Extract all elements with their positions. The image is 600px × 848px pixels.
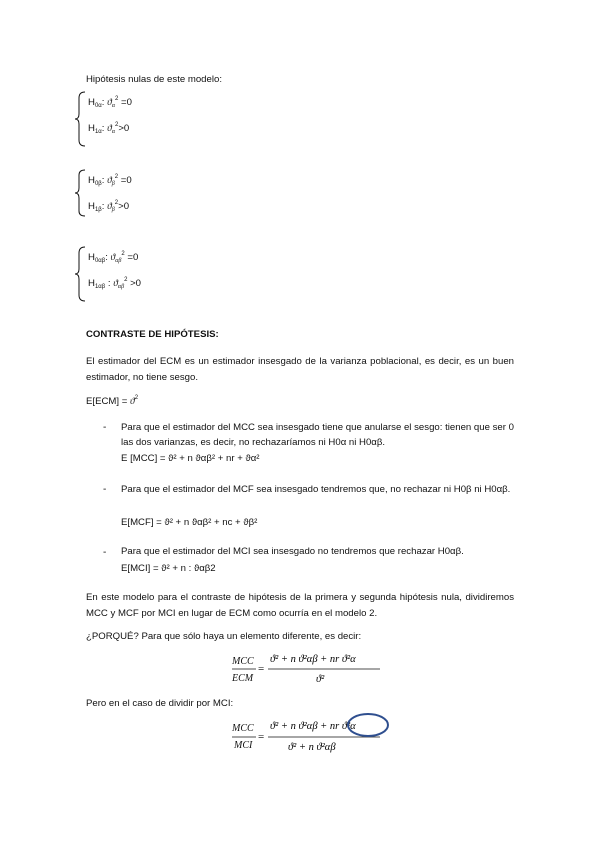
section-title: CONTRASTE DE HIPÓTESIS: xyxy=(86,329,219,340)
bullet-dash-2: - xyxy=(103,484,107,495)
hyp-h1-beta: $H_{1\beta}$: $ϑ_\beta^2>0$ xyxy=(88,200,130,213)
fraction2-formula xyxy=(230,712,400,758)
hyp-h1-alpha: $H_{1\alpha}$: $ϑ_\alpha^2>0$ xyxy=(88,122,130,135)
svg-text:=: = xyxy=(258,731,265,743)
fraction1-numerator: MCC xyxy=(232,656,254,667)
paragraph-ecm: El estimador del ECM es un estimador insesgado de la varianza poblacional, es decir, es un buen estimador, no tiene sesgo. xyxy=(86,356,514,383)
ecm-equation: $E[ECM] = ϑ^2$ xyxy=(86,395,139,407)
hyp-h0-alpha: $H_{0\alpha}$: $ϑ_\alpha^2 =0$ xyxy=(88,96,132,109)
hyp-h0-alphabeta: $H_{0\alpha\beta}$: $ϑ_{\alpha\beta}^2 =0$ xyxy=(88,251,139,264)
svg-text:ϑ² + n ϑ²αβ + nr ϑ²α: ϑ² + n ϑ²αβ + nr ϑ²α xyxy=(270,654,356,665)
fraction1-formula xyxy=(230,648,390,690)
mci-expectation: E[MCI] = ϑ² + n : ϑαβ2 xyxy=(121,563,216,574)
question-text: ¿PORQUÉ? Para que sólo haya un elemento diferente, es decir: xyxy=(86,631,362,642)
svg-text:ϑ² + n ϑ²αβ: ϑ² + n ϑ²αβ xyxy=(288,742,336,753)
mcf-expectation: E[MCF] = ϑ² + n ϑαβ² + nc + ϑβ² xyxy=(121,517,258,528)
svg-text:ϑ²: ϑ² xyxy=(316,674,325,685)
paragraph-model: En este modelo para el contraste de hipótesis de la primera y segunda hipótesis nula, dividiremos MCC y MCF por MCI en lugar de ECM como ocurría en el modelo 2. xyxy=(86,592,514,619)
fraction2-numerator: MCC xyxy=(232,723,254,734)
bullet-text-mcc: Para que el estimador del MCC sea insesgado tiene que anularse el sesgo: tienen que ser 0 las dos varianzas, es decir, no rechazaríamos ni H0α ni H0αβ. xyxy=(121,422,514,448)
svg-text:ϑ² + n ϑ²αβ + nr ϑ²α: ϑ² + n ϑ²αβ + nr ϑ²α xyxy=(270,721,356,732)
bullet-text-mcf: Para que el estimador del MCF sea insesgado tendremos que, no rechazar ni H0β ni H0αβ. xyxy=(121,484,511,495)
bullet-dash-3: - xyxy=(103,547,107,558)
mcc-expectation: E [MCC] = ϑ² + n ϑαβ² + nr + ϑα² xyxy=(121,453,260,464)
bullet-dash-1: - xyxy=(103,422,107,433)
fraction1-denominator: ECM xyxy=(232,673,254,684)
bullet-text-mci: Para que el estimador del MCI sea insesgado no tendremos que rechazar H0αβ. xyxy=(121,546,464,557)
brace-beta xyxy=(73,168,87,218)
brace-alphabeta xyxy=(73,245,87,303)
brace-alpha xyxy=(73,90,87,148)
intro-text: Hipótesis nulas de este modelo: xyxy=(86,74,222,85)
fraction2-denominator: MCI xyxy=(234,740,253,751)
hyp-h1-alphabeta: $H_{1\alpha\beta}$ : $ϑ_{\alpha\beta}^2 >0$ xyxy=(88,277,142,290)
paragraph-mci: Pero en el caso de dividir por MCI: xyxy=(86,698,234,709)
hyp-h0-beta: $H_{0\beta}$: $ϑ_\beta^2 =0$ xyxy=(88,174,132,187)
svg-text:=: = xyxy=(258,663,265,675)
